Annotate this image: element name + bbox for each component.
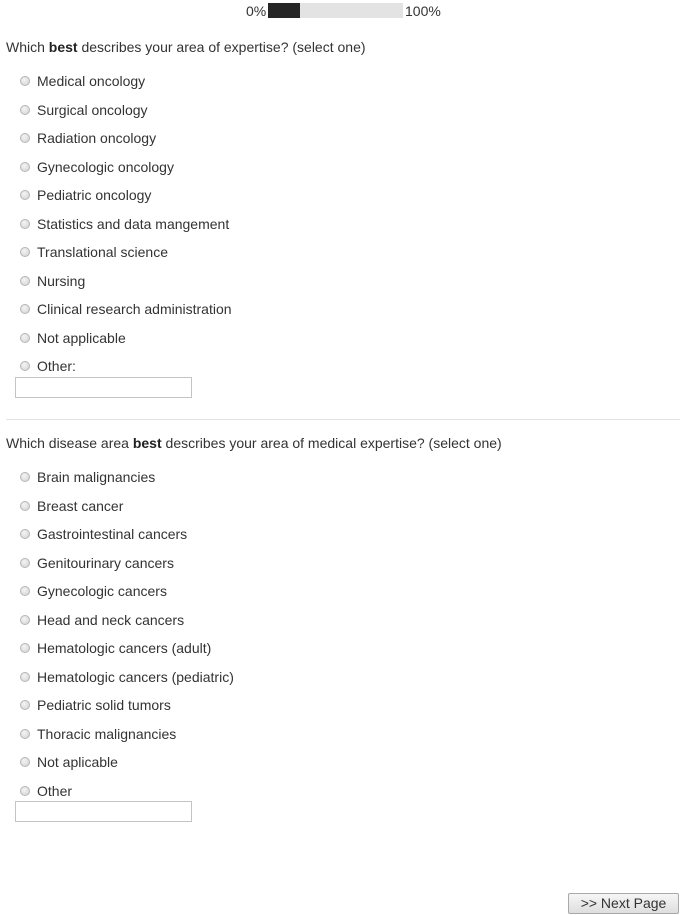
- question-text-bold: best: [48, 39, 78, 55]
- radio-button[interactable]: [20, 105, 30, 115]
- option-label: Hematologic cancers (pediatric): [37, 668, 234, 685]
- disease-area-option[interactable]: [0, 691, 685, 720]
- radio-button[interactable]: [20, 304, 30, 314]
- option-label: Gastrointestinal cancers: [37, 526, 188, 543]
- radio-button[interactable]: [20, 700, 30, 710]
- question-text-bold: best: [132, 435, 162, 451]
- radio-button[interactable]: [20, 333, 30, 343]
- disease-area-option[interactable]: [0, 663, 685, 692]
- option-label: Not applicable: [37, 329, 126, 346]
- expertise-option[interactable]: [0, 153, 685, 182]
- question-expertise-text: [6, 39, 366, 55]
- progress-track: [268, 3, 403, 18]
- option-label: Other:: [37, 358, 76, 375]
- option-label: Brain malignancies: [37, 469, 156, 486]
- expertise-option[interactable]: [0, 210, 685, 239]
- radio-button[interactable]: [20, 586, 30, 596]
- radio-button[interactable]: [20, 529, 30, 539]
- disease-area-option[interactable]: [0, 577, 685, 606]
- disease-area-option[interactable]: [0, 520, 685, 549]
- option-label: Head and neck cancers: [37, 611, 185, 628]
- expertise-option[interactable]: [0, 295, 685, 324]
- option-label: Translational science: [37, 244, 168, 261]
- radio-button[interactable]: [20, 133, 30, 143]
- radio-button[interactable]: [20, 190, 30, 200]
- option-label: Not aplicable: [37, 754, 118, 771]
- disease-area-other-input[interactable]: [15, 801, 192, 822]
- radio-button[interactable]: [20, 162, 30, 172]
- disease-area-options: [0, 463, 685, 805]
- radio-button[interactable]: [20, 361, 30, 371]
- progress-fill: [268, 3, 300, 18]
- expertise-option[interactable]: [0, 181, 685, 210]
- divider: [6, 419, 680, 420]
- expertise-option[interactable]: [0, 96, 685, 125]
- option-label: Statistics and data mangement: [37, 215, 230, 232]
- option-label: Pediatric oncology: [37, 187, 152, 204]
- option-label: Nursing: [37, 272, 86, 289]
- option-label: Hematologic cancers (adult): [37, 640, 212, 657]
- progress-start-label: 0%: [246, 3, 267, 19]
- progress-bar: [0, 2, 685, 20]
- option-label: Medical oncology: [37, 73, 146, 90]
- expertise-option[interactable]: [0, 67, 685, 96]
- expertise-option[interactable]: [0, 124, 685, 153]
- radio-button[interactable]: [20, 276, 30, 286]
- radio-button[interactable]: [20, 472, 30, 482]
- radio-button[interactable]: [20, 672, 30, 682]
- progress-end-label: 100%: [405, 3, 441, 19]
- disease-area-option[interactable]: [0, 720, 685, 749]
- question-text-prefix: Which disease area: [6, 435, 133, 451]
- option-label: Gynecologic cancers: [37, 583, 167, 600]
- disease-area-option[interactable]: [0, 463, 685, 492]
- question-text-suffix: describes your area of medical expertise? (select one): [161, 435, 502, 451]
- expertise-option[interactable]: [0, 267, 685, 296]
- expertise-option[interactable]: [0, 324, 685, 353]
- expertise-options: [0, 67, 685, 381]
- disease-area-option[interactable]: [0, 549, 685, 578]
- disease-area-option[interactable]: [0, 492, 685, 521]
- radio-button[interactable]: [20, 643, 30, 653]
- disease-area-option[interactable]: [0, 606, 685, 635]
- option-label: Pediatric solid tumors: [37, 697, 171, 714]
- option-label: Surgical oncology: [37, 101, 148, 118]
- expertise-option[interactable]: [0, 238, 685, 267]
- radio-button[interactable]: [20, 757, 30, 767]
- disease-area-option[interactable]: [0, 634, 685, 663]
- disease-area-option[interactable]: [0, 748, 685, 777]
- option-label: Breast cancer: [37, 497, 124, 514]
- option-label: Radiation oncology: [37, 130, 157, 147]
- radio-button[interactable]: [20, 615, 30, 625]
- question-text-suffix: describes your area of expertise? (select one): [77, 39, 366, 55]
- radio-button[interactable]: [20, 558, 30, 568]
- option-label: Genitourinary cancers: [37, 554, 174, 571]
- radio-button[interactable]: [20, 501, 30, 511]
- option-label: Thoracic malignancies: [37, 725, 177, 742]
- option-label: Other: [37, 782, 73, 799]
- next-page-button[interactable]: >> Next Page: [568, 893, 679, 914]
- option-label: Clinical research administration: [37, 301, 232, 318]
- radio-button[interactable]: [20, 786, 30, 796]
- radio-button[interactable]: [20, 729, 30, 739]
- expertise-other-input[interactable]: [15, 377, 192, 398]
- radio-button[interactable]: [20, 247, 30, 257]
- question-text-prefix: Which: [6, 39, 49, 55]
- option-label: Gynecologic oncology: [37, 158, 174, 175]
- radio-button[interactable]: [20, 76, 30, 86]
- radio-button[interactable]: [20, 219, 30, 229]
- question-disease-area-text: [6, 435, 502, 451]
